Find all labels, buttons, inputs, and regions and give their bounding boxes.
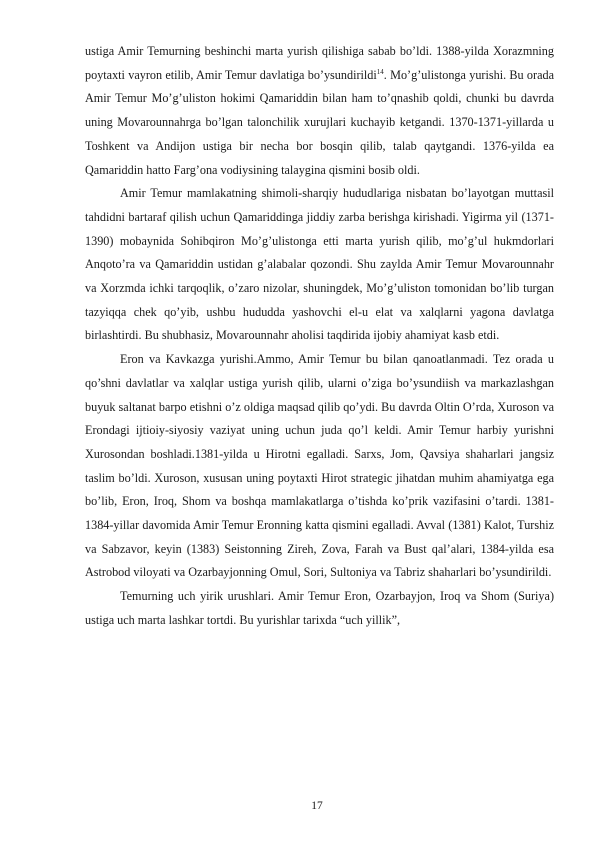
paragraph-2: Amir Temur mamlakatning shimoli-sharqiy hududlariga nisbatan bo’layotgan muttasil tahdidni bartaraf qilish uchun Qamariddinga jiddiy zarba berishga kirishadi. Yigirma yil (1371-1390) mobaynida Sohibqiron Mo’g’ulistonga etti marta yurish qilib, mo’g’ul hukmdorlari Anqoto’ra va Qamariddin ustidan g’alabalar qozondi. Shu zaylda Amir Temur Movarounnahr va Xorzmda ichki tarqoqlik, o’zaro nizolar, shuningdek, Mo’g’uliston tomonidan bo’lib turgan tazyiqqa chek qo’yib, ushbu hududda yashovchi el-u elat va xalqlarni yagona davlatga birlashtirdi. Bu shubhasiz, Movarounnahr aholisi taqdirida ijobiy ahamiyat kasb etdi. [85,186,554,343]
document-body [85,40,554,633]
footnote-reference[interactable]: 14 [376,67,384,76]
paragraph-1 [85,40,554,182]
paragraph-3: Eron va Kavkazga yurishi.Ammo, Amir Temur bu bilan qanoatlanmadi. Tez orada u qo’shni davlatlar va xalqlar ustiga yurish qilib, ularni o’ziga bo’ysundiish va markazlashgan buyuk saltanat barpo etishni o’z oldiga maqsad qilib qo’ydi. Bu davrda Oltin O’rda, Xuroson va Erondagi ijtioiy-siyosiy vaziyat uning uchun juda qo’l keldi. Amir Temur harbiy yurishni Xurosondan boshladi.1381-yilda u Hirotni egalladi. Sarxs, Jom, Qavsiya shaharlari jangsiz taslim bo’ldi. Xuroson, xususan uning poytaxti Hirot strategic jihatdan muhim ahamiyatga ega bo’lib, Eron, Iroq, Shom va boshqa mamlakatlarga o’tishda ko’prik vazifasini o’tardi. 1381-1384-yillar davomida Amir Temur Eronning katta qismini egalladi. Avval (1381) Kalot, Turshiz va Sabzavor, keyin (1383) Seistonning Zireh, Zova, Farah va Bust qal’alari, 1384-yilda esa Astrobod viloyati va Ozarbayjonning Omul, Sori, Sultoniya va Tabriz shaharlari bo’ysundirildi. [85,352,554,580]
page-number: 17 [311,800,323,812]
paragraph-1-text: ustiga Amir Temurning beshinchi marta yurish qilishiga sabab bo’ldi. 1388-yilda Xorazmning poytaxti vayron etilib, Amir Temur davlatiga bo’ysundirildi [85,44,554,82]
paragraph-1-text-continued: . Mo’g’ulistonga yurishi. Bu orada Amir Temur Mo’g’uliston hokimi Qamariddin bilan ham to’qnashib qoldi, chunki bu davrda uning Movarounnahrga bo’lgan talonchilik xurujlari kuchayib ketgandi. 1370-1371-yillarda u Toshkent va Andijon ustiga bir necha bor bosqin qilib, talab qaytgandi. 1376-yilda ea Qamariddin hatto Farg’ona vodiysining talaygina qismini bosib oldi. [85,67,554,177]
paragraph-4: Temurning uch yirik urushlari. Amir Temur Eron, Ozarbayjon, Iroq va Shom (Suriya) ustiga uch marta lashkar tortdi. Bu yurishlar tarixda “uch yillik”, [85,589,554,627]
